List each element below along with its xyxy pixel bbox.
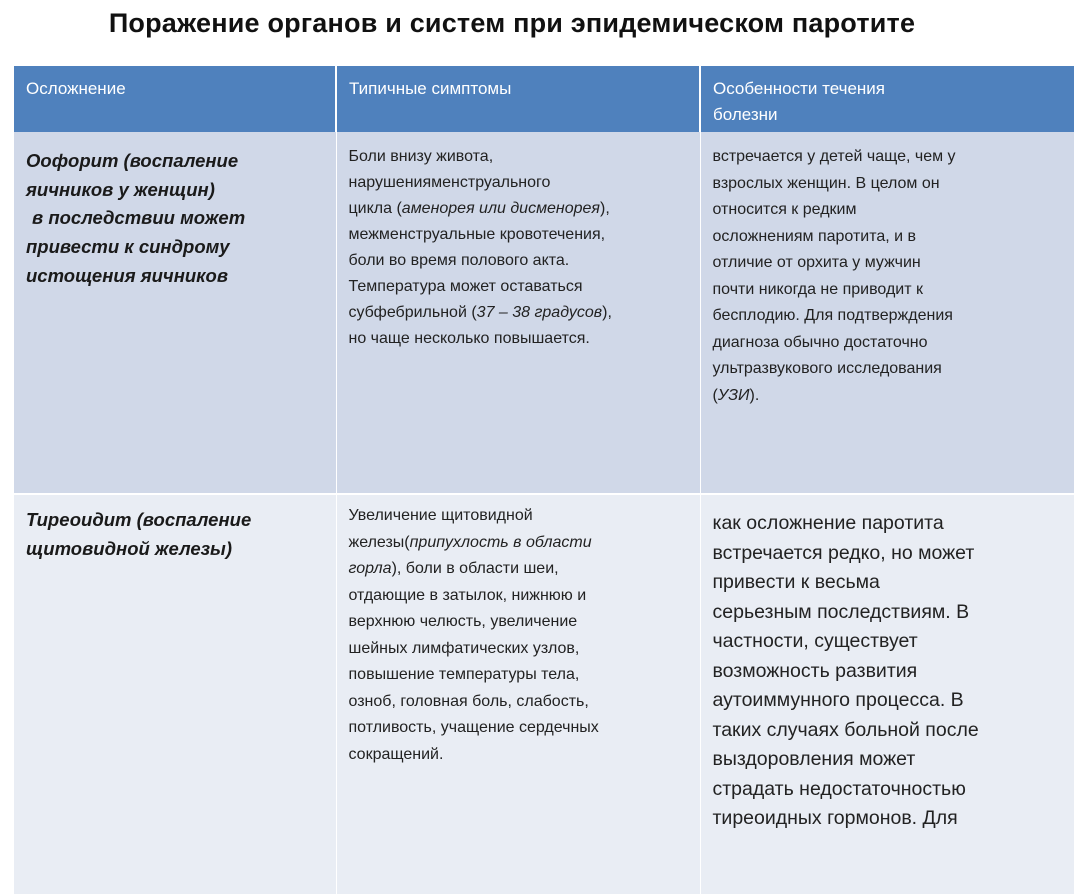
header-course [700, 66, 1074, 132]
symptoms-cell: Боли внизу живота, нарушенияменструального цикла (аменорея или дисменорея), межменструальные кровотечения, боли во время полового акта. Температура может оставаться субфебрильной (37 – 38 градусов), но чаще несколько повышается. [336, 132, 700, 494]
course-cell: как осложнение паротита встречается редко, но может привести к весьма серьезным последствиям. В частности, существует возможность развития аутоиммунного процесса. В таких случаях больной после выздоровления может страдать недостаточностью тиреоидных гормонов. Для [700, 494, 1074, 894]
header-course-line1: Особенности течения [713, 79, 885, 98]
table-row [14, 494, 1074, 894]
table-row [14, 132, 1074, 494]
slide-title: Поражение органов и систем при эпидемическом паротите [108, 8, 916, 38]
course-cell: встречается у детей чаще, чем у взрослых женщин. В целом он относится к редким осложнениям паротита, и в отличие от орхита у мужчин почти никогда не приводит к бесплодию. Для подтверждения диагноза обычно достаточно ультразвукового исследования (УЗИ). [700, 132, 1074, 494]
header-symptoms: Типичные симптомы [336, 66, 700, 132]
complication-cell: Оофорит (воспаление яичников у женщин) в последствии может привести к синдрому истощения яичников [14, 132, 336, 494]
header-course-line2: болезни [713, 105, 778, 124]
table-header-row [14, 66, 1074, 132]
header-complication: Осложнение [14, 66, 336, 132]
symptoms-cell: Увеличение щитовидной железы(припухлость в области горла), боли в области шеи, отдающие в затылок, нижнюю и верхнюю челюсть, увеличение шейных лимфатических узлов, повышение температуры тела, озноб, головная боль, слабость, потливость, учащение сердечных сокращений. [336, 494, 700, 894]
complications-table [14, 66, 1075, 894]
complication-cell: Тиреоидит (воспаление щитовидной железы) [14, 494, 336, 894]
